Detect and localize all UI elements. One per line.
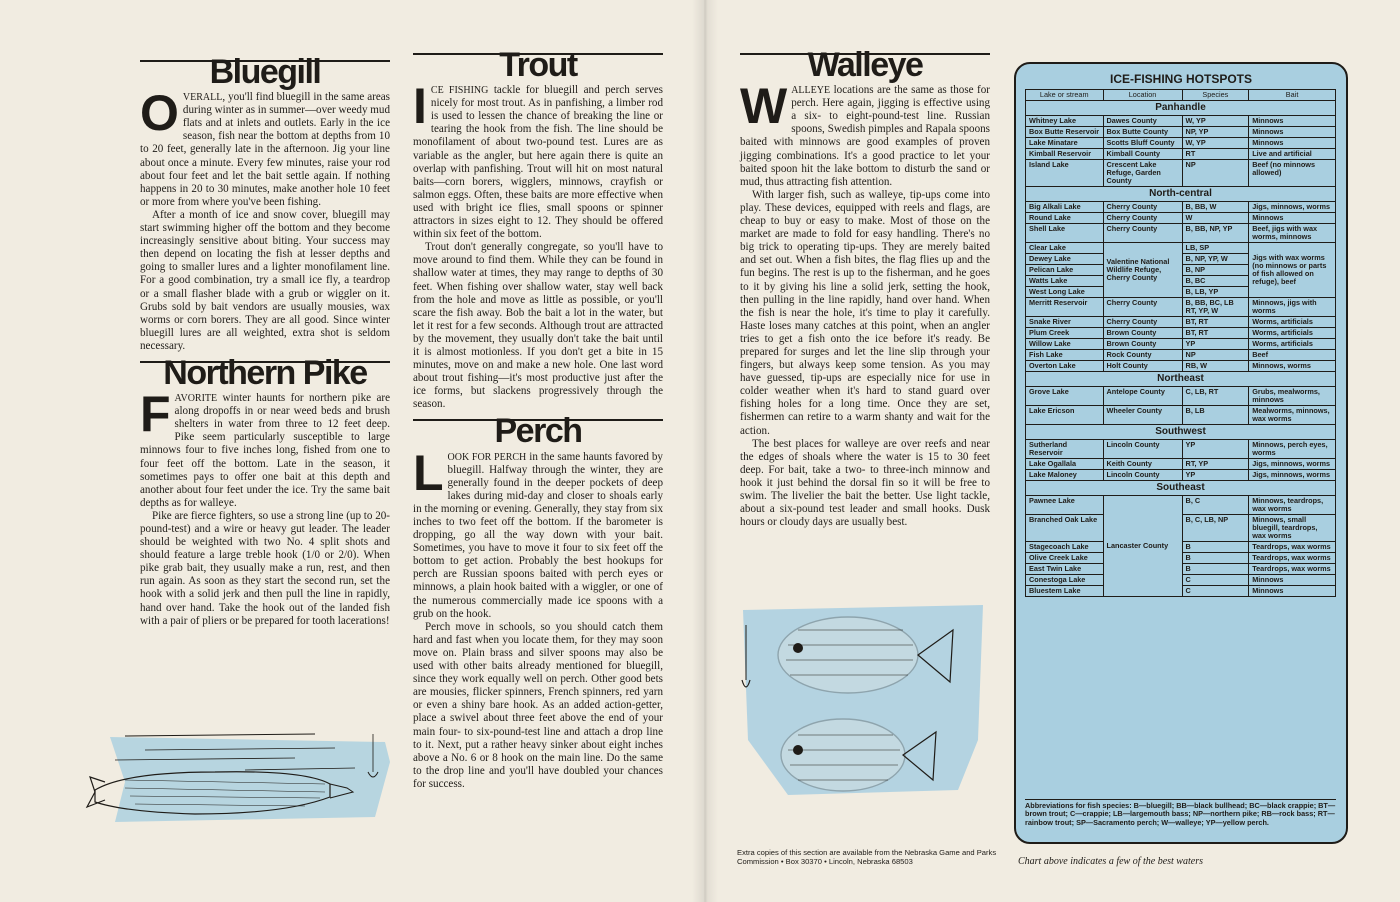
bait-cell: Minnows [1249,138,1336,149]
table-row [1026,339,1336,350]
region-name: Panhandle [1026,101,1336,116]
bait-cell: Minnows, worms [1249,361,1336,372]
location-cell: Crescent Lake Refuge, Garden County [1103,160,1182,187]
region-header-row [1026,372,1336,387]
species-cell: RB, W [1182,361,1249,372]
species-cell: YP [1182,470,1249,481]
location-cell: Lincoln County [1103,470,1182,481]
lake-cell: Branched Oak Lake [1026,515,1104,542]
location-cell: Keith County [1103,459,1182,470]
location-cell: Wheeler County [1103,406,1182,425]
walleye-paragraph-1 [740,78,990,189]
location-cell: Lancaster County [1103,496,1182,597]
bait-cell: Minnows, perch eyes, worms [1249,440,1336,459]
location-cell: Cherry County [1103,298,1182,317]
bluegill-lead: VERALL [182,92,223,104]
table-row [1026,213,1336,224]
table-row [1026,406,1336,425]
bluegill-illustration [728,590,990,848]
region-name: North-central [1026,187,1336,202]
table-row [1026,350,1336,361]
lake-cell: Pelican Lake [1026,265,1104,276]
pike-heading: Northern Pike [140,361,390,386]
region-name: Northeast [1026,372,1336,387]
region-header-row [1026,425,1336,440]
species-cell: YP [1182,339,1249,350]
bait-cell: Worms, artificials [1249,328,1336,339]
hotspots-table [1025,89,1336,597]
table-row [1026,361,1336,372]
species-cell: RT, YP [1182,459,1249,470]
bait-cell: Teardrops, wax worms [1249,542,1336,553]
table-row [1026,440,1336,459]
lake-cell: Grove Lake [1026,387,1104,406]
lake-cell: Box Butte Reservoir [1026,127,1104,138]
bait-cell: Beef [1249,350,1336,361]
species-cell: W, YP [1182,116,1249,127]
species-cell: B, C, LB, NP [1182,515,1249,542]
species-cell: LB, SP [1182,243,1249,254]
hotspots-table-body [1026,101,1336,597]
region-header-row [1026,187,1336,202]
bluegill-heading: Bluegill [140,60,390,85]
lake-cell: Overton Lake [1026,361,1104,372]
lake-cell: Clear Lake [1026,243,1104,254]
trout-lead: CE FISHING [430,85,489,97]
lake-cell: Sutherland Reservoir [1026,440,1104,459]
pike-dropcap: F [140,386,171,443]
species-cell: B, NP, YP, W [1182,254,1249,265]
table-row [1026,116,1336,127]
bait-cell: Minnows, small bluegill, teardrops, wax worms [1249,515,1336,542]
lake-cell: Round Lake [1026,213,1104,224]
trout-heading: Trout [413,53,663,78]
location-cell: Dawes County [1103,116,1182,127]
lake-cell: Conestoga Lake [1026,575,1104,586]
table-row [1026,160,1336,187]
perch-heading: Perch [413,419,663,444]
species-cell: B [1182,542,1249,553]
table-row [1026,298,1336,317]
species-cell: W [1182,213,1249,224]
lake-cell: Lake Ogallala [1026,459,1104,470]
perch-text-1: in the same haunts favored by bluegill. Halfway through the winter, they are generally found in the deeper pockets of deep lakes during mid-day and closer to shoals early in the morning or evening. Generally, they stay from six inches to two feet off the bottom. If the barometer is dropping, go all the way down with your bait. Sometimes, you have to move it four to six feet off the bottom to get action. Probably the best hookups for perch are Russian spoons baited with perch eyes or minnows, a plain hook baited with a wiggler, or one of the numerous commercially made ice spoons with a grub on the hook. [413,450,663,620]
hotspots-title: ICE-FISHING HOTSPOTS [1109,72,1252,86]
page-gutter [692,0,718,902]
species-cell: NP, YP [1182,127,1249,138]
location-cell: Antelope County [1103,387,1182,406]
hotspots-table-wrap [1025,89,1336,597]
table-row [1026,202,1336,213]
location-cell: Cherry County [1103,317,1182,328]
bluegill-dropcap: O [140,85,179,142]
lake-cell: Bluestem Lake [1026,586,1104,597]
species-cell: C [1182,575,1249,586]
pike-paragraph-1 [140,386,390,510]
table-row [1026,149,1336,160]
lake-cell: Dewey Lake [1026,254,1104,265]
bait-cell: Minnows [1249,586,1336,597]
bait-cell: Jigs with wax worms (no minnows or parts of fish allowed on refuge), beef [1249,243,1336,298]
bait-cell: Jigs, minnows, worms [1249,470,1336,481]
bait-cell: Live and artificial [1249,149,1336,160]
bait-cell: Beef, jigs with wax worms, minnows [1249,224,1336,243]
lake-cell: Pawnee Lake [1026,496,1104,515]
bait-cell: Minnows, teardrops, wax worms [1249,496,1336,515]
location-cell: Brown County [1103,339,1182,350]
lake-cell: Watts Lake [1026,276,1104,287]
location-cell: Scotts Bluff County [1103,138,1182,149]
header-species: Species [1182,90,1249,101]
header-location: Location [1103,90,1182,101]
table-row [1026,317,1336,328]
column-trout-perch [413,46,663,791]
location-cell: Brown County [1103,328,1182,339]
lake-cell: Kimball Reservoir [1026,149,1104,160]
location-cell: Rock County [1103,350,1182,361]
lake-cell: Plum Creek [1026,328,1104,339]
trout-paragraph-2: Trout don't generally congregate, so you'll have to move around to find them. While they can be found in shallow water at times, they may range to depths of 30 feet. When fishing over shallow water, stay well back from the hole and move as little as possible, or you'll scare the fish away. Bob the bait a lot in the water, but let it rest for a few seconds. Although trout are attracted by the movement, they usually don't take the bait until it is almost motionless. If you don't get a bite in 15 minutes, move on and make a new hole. One last word about trout fishing—it's most productive just after the ice forms, but slackens progressively through the season. [413,241,663,411]
perch-lead: OOK FOR PERCH [447,451,527,463]
walleye-lead: ALLEYE [791,85,831,97]
location-cell: Lincoln County [1103,440,1182,459]
table-row [1026,328,1336,339]
lake-cell: Lake Maloney [1026,470,1104,481]
bluegill-text-1: , you'll find bluegill in the same areas during winter as in summer—over weedy mud flats and at inlets and outlets. Early in the ice season, fish near the bottom at depths from 10 to 20 feet, generally late in the afternoon. Jig your line about once a minute. Every few minutes, raise your rod about four feet and let the bait settle again. If nothing happens in 20 to 30 minutes, make another hole 10 feet or more from where you've been fishing. [140,91,390,208]
bait-cell: Worms, artificials [1249,339,1336,350]
species-cell: B, LB, YP [1182,287,1249,298]
region-name: Southeast [1026,481,1336,496]
walleye-dropcap: W [740,78,788,135]
species-cell: C [1182,586,1249,597]
table-row [1026,387,1336,406]
species-cell: B, BB, BC, LB RT, YP, W [1182,298,1249,317]
species-cell: RT [1182,149,1249,160]
trout-paragraph-1 [413,78,663,241]
pike-paragraph-2: Pike are fierce fighters, so use a strong line (up to 20-pound-test) and a wire or heavy gut leader. The leader should be weighted with two No. 4 split shots and should feature a large treble hook (1/0 or 2/0). When pike grab bait, they usually make a run, rest, and then run again. As soon as they start the second run, set the hook with a solid jerk and then pull the line in rapidly, hand over hand. Take the hook out of the landed fish with a pair of pliers or be prepared for tooth lacerations! [140,509,390,627]
perch-paragraph-1 [413,444,663,621]
lake-cell: Willow Lake [1026,339,1104,350]
header-bait: Bait [1249,90,1336,101]
table-row [1026,127,1336,138]
bait-cell: Minnows, jigs with worms [1249,298,1336,317]
table-row [1026,224,1336,243]
table-row [1026,459,1336,470]
location-cell: Cherry County [1103,213,1182,224]
species-cell: B, BB, NP, YP [1182,224,1249,243]
bait-cell: Jigs, minnows, worms [1249,202,1336,213]
location-cell: Cherry County [1103,224,1182,243]
species-cell: NP [1182,160,1249,187]
region-header-row [1026,101,1336,116]
table-header-row [1026,90,1336,101]
bait-cell: Grubs, mealworms, minnows [1249,387,1336,406]
walleye-paragraph-2: With larger fish, such as walleye, tip-ups come into play. These devices, equipped with reels and flags, are cheap to buy or easy to make. Most of those on the market are made to fold for easy handling. There's no big trick to operating tip-ups. They are merely baited and set out. When a fish bites, the flag flies up and the fun begins. The rest is up to the fisherman, and he goes to it by giving his line a solid jerk, setting the hook, then pulling in the line rapidly, hand over hand. When the fish is near the hole, it's time to play it carefully. Haste loses many catches at this point, when an angler tries to get a fish onto the ice before it's ready. Be prepared for surges and let the line slip through your fingers, but always keep some tension. As you may have guessed, tip-ups are especially nice for use in colder weather when it's hard to stand guard over fishing holes for a long time. Once they are set, fishermen can retire to a warm shanty and wait for the action. [740,188,990,437]
bait-cell: Minnows [1249,116,1336,127]
lake-cell: Merritt Reservoir [1026,298,1104,317]
region-header-row [1026,481,1336,496]
bait-cell: Minnows [1249,213,1336,224]
species-cell: NP [1182,350,1249,361]
walleye-text-1: locations are the same as those for perch. Here again, jigging is effective using a six- to eight-pound-test line. Russian spoons, Swedish pimples and Rapala spoons baited with minnows are good examples of proven jigging combinations. It's a good practice to let your baited spoon hit the lake bottom to disturb the sand or mud, thus attracting fish attention. [740,84,990,188]
lake-cell: Stagecoach Lake [1026,542,1104,553]
pike-text-1: winter haunts for northern pike are along dropoffs in or near weed beds and brush shelters in water from three to 12 feet deep. Pike seem particularly susceptible to large minnows four to five inches long, fished from one to four feet off the bottom. Late in the season, it sometimes pays to offer one bait at this depth and another about four feet under the ice. Try the same bait depths as for walleye. [140,392,390,509]
lake-cell: Island Lake [1026,160,1104,187]
species-cell: BT, RT [1182,328,1249,339]
bluegill-paragraph-2: After a month of ice and snow cover, bluegill may start swimming higher off the bottom and they become increasingly sensitive about biting. Your success may then depend on locating the fish at lesser depths and going to smaller lures and a lighter monofilament line. For a good combination, try a small ice fly, a teardrop or a small flasher blade with a grub or wiggler on it. Grubs sold by bait vendors are usually mousies, wax worms or corn borers. They are all good. Since winter bluegill lures are all weighted, extra shot is seldom necessary. [140,208,390,352]
perch-paragraph-2: Perch move in schools, so you should catch them hard and fast when you locate them, for they may soon move on. Plain brass and silver spoons may also be used with other baits already mentioned for bluegill, since they work equally well on perch. Other good bets are mousies, flicker spinners, French spinners, red yarn or even a shiny bare hook. As an added action-getter, place a swivel about three feet above the end of your main four- to six-pound-test line and attach a drop line to it. Next, put a rather heavy sinker about eight inches above a No. 6 or 8 hook on the main line. Do the same to the drop line and you'll have doubled your chances for success. [413,620,663,790]
lake-cell: Snake River [1026,317,1104,328]
column-walleye [740,46,990,529]
perch-dropcap: L [413,444,444,501]
column-bluegill-pike [140,53,390,628]
species-cell: YP [1182,440,1249,459]
northern-pike-illustration [85,722,405,830]
lake-cell: Lake Ericson [1026,406,1104,425]
species-cell: B, C [1182,496,1249,515]
table-row [1026,496,1336,515]
trout-text-1: tackle for bluegill and perch serves nicely for most trout. As in panfishing, a limber rod is used to lessen the chance of breaking the line or tearing the hook from the fish. The line should be monofilament of about two-pound test. Lures are as variable as the angler, but here again there is quite an overlap with panfishing. Trout will hit on most natural baits—corn borers, wigglers, minnows, crayfish or salmon eggs. Often, these baits are more effective when used with bright ice flies, small spoons or spinner attractors in sizes eight to 12. They should be offered within six feet of the bottom. [413,84,663,241]
species-cell: B, BC [1182,276,1249,287]
location-cell: Valentine National Wildlife Refuge, Cherry County [1103,243,1182,298]
bait-cell: Jigs, minnows, worms [1249,459,1336,470]
chart-footnote: Chart above indicates a few of the best waters [1018,856,1203,867]
species-cell: B, LB [1182,406,1249,425]
table-row [1026,243,1336,254]
walleye-heading: Walleye [740,53,990,78]
species-cell: BT, RT [1182,317,1249,328]
species-cell: B, BB, W [1182,202,1249,213]
location-cell: Kimball County [1103,149,1182,160]
lake-cell: West Long Lake [1026,287,1104,298]
hotspots-card [1014,62,1348,844]
bait-cell: Beef (no minnows allowed) [1249,160,1336,187]
bait-cell: Minnows [1249,575,1336,586]
lake-cell: Olive Creek Lake [1026,553,1104,564]
lake-cell: Big Alkali Lake [1026,202,1104,213]
bait-cell: Mealworms, minnows, wax worms [1249,406,1336,425]
species-cell: C, LB, RT [1182,387,1249,406]
bait-cell: Minnows [1249,127,1336,138]
copies-credit: Extra copies of this section are available from the Nebraska Game and Parks Commission • Box 30370 • Lincoln, Nebraska 68503 [737,848,997,866]
trout-dropcap: I [413,78,427,135]
species-cell: B, NP [1182,265,1249,276]
region-name: Southwest [1026,425,1336,440]
lake-cell: Shell Lake [1026,224,1104,243]
species-cell: W, YP [1182,138,1249,149]
header-lake: Lake or stream [1026,90,1104,101]
location-cell: Box Butte County [1103,127,1182,138]
species-cell: B [1182,564,1249,575]
bait-cell: Worms, artificials [1249,317,1336,328]
walleye-paragraph-3: The best places for walleye are over reefs and near the edges of shoals where the water is 15 to 30 feet deep. For bait, take a two- to three-inch minnow and hook it just behind the dorsal fin so it will be free to swim. The livelier the bait the better. Use light tackle, about a six-pound test leader and small hooks. Dusk hours or cloudy days are usually best. [740,437,990,529]
bait-cell: Teardrops, wax worms [1249,564,1336,575]
species-abbreviations: Abbreviations for fish species: B—bluegill; BB—black bullhead; BC—black crappie; BT—brown trout; C—crappie; LB—largemouth bass; NP—northern pike; RB—rock bass; RT—rainbow trout; SP—Sacramento perch; W—walleye; YP—yellow perch. [1025,801,1336,827]
pike-lead: AVORITE [174,393,218,405]
location-cell: Holt County [1103,361,1182,372]
lake-cell: East Twin Lake [1026,564,1104,575]
location-cell: Cherry County [1103,202,1182,213]
bait-cell: Teardrops, wax worms [1249,553,1336,564]
lake-cell: Fish Lake [1026,350,1104,361]
table-row [1026,138,1336,149]
bluegill-paragraph-1 [140,85,390,209]
species-cell: B [1182,553,1249,564]
lake-cell: Lake Minatare [1026,138,1104,149]
table-row [1026,470,1336,481]
lake-cell: Whitney Lake [1026,116,1104,127]
